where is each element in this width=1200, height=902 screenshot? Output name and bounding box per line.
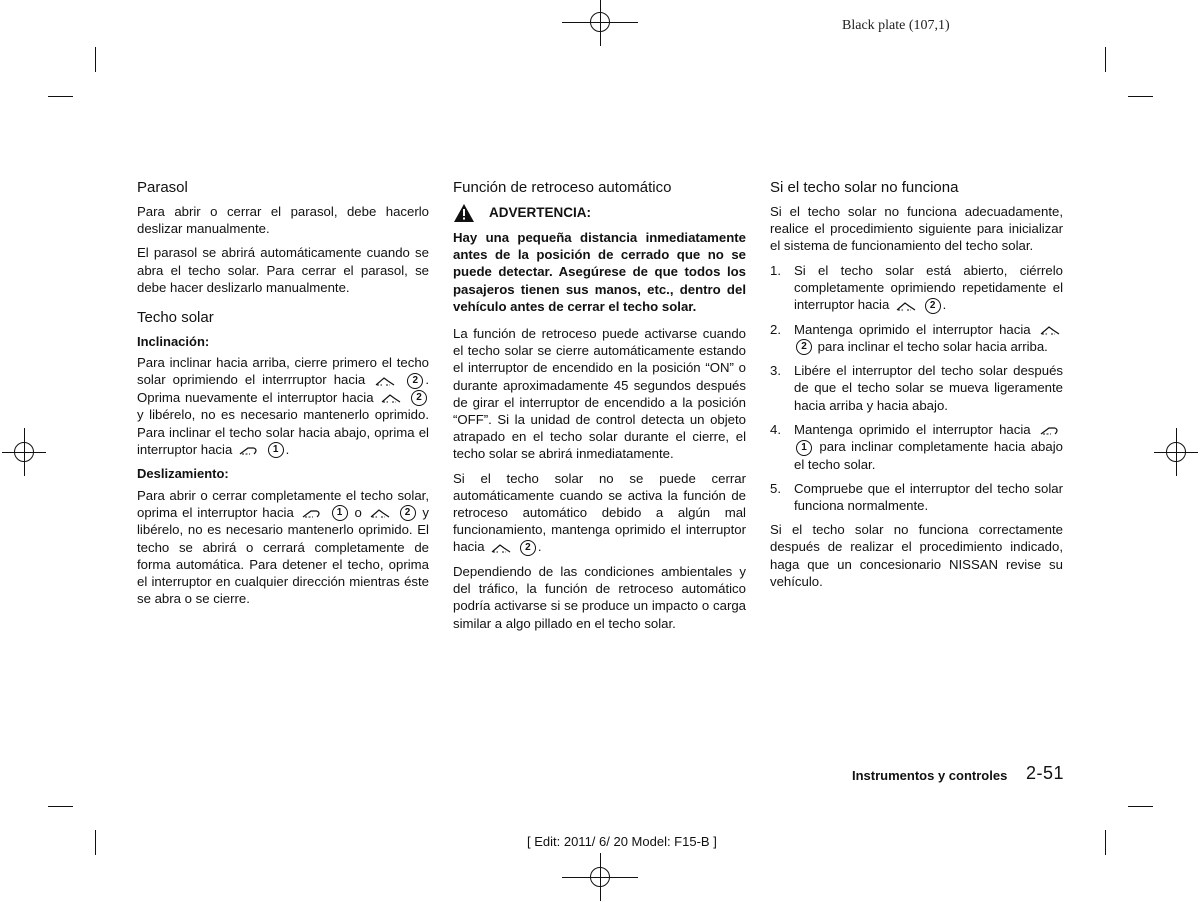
switch-tilt-icon — [1039, 324, 1061, 336]
callout-2: 2 — [407, 373, 423, 389]
text: para inclinar el techo solar hacia arriba. — [817, 338, 1048, 354]
list-item — [770, 480, 1063, 514]
list-item — [770, 362, 1063, 414]
text: Oprima nuevamente el interruptor hacia — [137, 389, 374, 405]
callout-2: 2 — [520, 540, 536, 556]
section-heading-retroceso: Función de retroceso automático — [453, 179, 672, 196]
paragraph: Dependiendo de las condiciones ambientales y del tráfico, la función de retroceso automático podría activarse si se produce un impacto o carga similar a algo pillado en el techo solar. — [453, 563, 746, 631]
middle-column — [453, 178, 746, 639]
warning-label: ADVERTENCIA: — [489, 205, 592, 221]
section-heading-parasol: Parasol — [137, 179, 188, 196]
procedure-list — [770, 262, 1063, 515]
crop-mark — [48, 806, 73, 807]
switch-tilt-icon — [369, 507, 391, 519]
step-number: 4. — [770, 421, 781, 437]
paragraph: Si el techo solar no funciona correctamente después de realizar el procedimiento indicado, haga que un concesionario NISSAN revise su vehículo. — [770, 522, 1063, 589]
section-heading-techo-solar: Techo solar — [137, 309, 214, 327]
list-item — [770, 262, 1063, 314]
right-column — [770, 178, 1063, 597]
paragraph-deslizamiento — [137, 487, 429, 608]
text: y libérelo, no es necesario mantenerlo oprimido. El techo se abrirá o cerrará completamente de forma automática. Para detener el techo, oprima el interruptor en cualquier dirección mientras éste se abra o se cierre. — [137, 504, 429, 607]
step-number: 2. — [770, 321, 781, 337]
text: Mantenga oprimido el interruptor hacia — [794, 321, 1031, 337]
paragraph: La función de retroceso puede activarse cuando el techo solar se cierre automáticamente estando el interruptor de encendido en la posición “ON” o durante aproximadamente 45 segundos después de girar el interruptor de encendido a la posición “OFF”. Si la unidad de control detecta un objeto atrapado en el techo solar durante el cierre, el techo solar se abrirá inmediatamente. — [453, 326, 746, 462]
text: Si el techo solar está abierto, ciérrelo completamente oprimiendo repetidamente el interruptor hacia — [794, 262, 1063, 313]
crop-mark — [95, 830, 96, 855]
crop-mark — [1105, 47, 1106, 72]
text: Si el techo solar no se puede cerrar automáticamente cuando se activa la función de retroceso automático debido a algún mal funcionamiento, mantenga oprimido el interruptor hacia — [453, 470, 746, 555]
text: o — [354, 504, 362, 520]
warning-header — [453, 203, 746, 223]
left-column — [137, 178, 429, 614]
switch-slide-icon — [238, 444, 260, 456]
warning-text: Hay una pequeña distancia inmediatamente antes de la posición de cerrado que no se puede detectar. Asegúrese de que todos los pasajeros tienen sus manos, etc., dentro del vehículo antes de cerrar el techo solar. — [453, 230, 746, 314]
step-number: 3. — [770, 363, 781, 379]
crop-mark — [1128, 806, 1153, 807]
paragraph-inclinacion: Para inclinar hacia arriba, cierre primero el techo solar oprimiendo el interrruptor hacia 2 . Oprima nuevamente el interruptor hacia 2 y libérelo, no es necesario mantenerlo oprimido. Para inclinar el techo solar hacia abajo, oprima el interruptor hacia 1 . — [137, 355, 429, 457]
crop-mark — [95, 47, 96, 72]
step-text: Libére el interruptor del techo solar después de que el techo solar se mueva ligeramente hacia arriba y hacia abajo. — [794, 363, 1063, 413]
callout-2: 2 — [400, 505, 416, 521]
step-text: Si el techo solar está abierto, ciérrelo completamente oprimiendo repetidamente el interruptor hacia 2 . — [794, 262, 1063, 313]
switch-tilt-icon — [895, 300, 917, 312]
switch-tilt-icon — [490, 542, 512, 554]
paragraph: Para abrir o cerrar el parasol, debe hacerlo deslizar manualmente. — [137, 204, 429, 237]
callout-2: 2 — [411, 390, 427, 406]
switch-slide-icon — [301, 507, 323, 519]
callout-2: 2 — [796, 339, 812, 355]
callout-2: 2 — [925, 298, 941, 314]
subheading-deslizamiento: Deslizamiento: — [137, 466, 229, 482]
crop-mark — [1128, 96, 1153, 97]
switch-tilt-icon — [380, 392, 402, 404]
switch-slide-icon — [1039, 424, 1061, 436]
list-item — [770, 421, 1063, 473]
section-heading-no-funciona: Si el techo solar no funciona — [770, 179, 959, 196]
text: Para abrir o cerrar completamente el techo solar, oprima el interruptor hacia — [137, 487, 429, 520]
warning-icon — [453, 203, 475, 223]
step-text: Compruebe que el interruptor del techo solar funciona normalmente. — [794, 480, 1063, 513]
callout-1: 1 — [332, 505, 348, 521]
text: Mantenga oprimido el interruptor hacia — [794, 421, 1031, 437]
footer-section-title: Instrumentos y controles — [852, 768, 1008, 783]
switch-tilt-icon — [374, 375, 396, 387]
crop-mark — [1105, 830, 1106, 855]
text: para inclinar completamente hacia abajo el techo solar. — [794, 439, 1063, 472]
text: y libérelo, no es necesario mantenerlo oprimido. Para inclinar el techo solar hacia abajo, oprima el interruptor hacia — [137, 407, 429, 457]
subheading-inclinacion: Inclinación: — [137, 334, 210, 350]
crop-mark — [48, 96, 73, 97]
step-number: 1. — [770, 262, 781, 278]
paragraph: Si el techo solar no se puede cerrar automáticamente cuando se activa la función de retroceso automático debido a algún mal funcionamiento, mantenga oprimido el interruptor hacia 2 . — [453, 470, 746, 555]
paragraph: El parasol se abrirá automáticamente cuando se abra el techo solar. Para cerrar el parasol, se debe hacer deslizarlo manualmente. — [137, 245, 429, 295]
callout-1: 1 — [268, 442, 284, 458]
step-number: 5. — [770, 480, 781, 496]
page-number: 2-51 — [1026, 763, 1065, 783]
step-text — [794, 421, 1063, 473]
text: Para inclinar hacia arriba, cierre primero el techo solar oprimiendo el interrruptor hacia — [137, 355, 429, 388]
plate-label: Black plate (107,1) — [842, 18, 950, 33]
callout-1: 1 — [796, 440, 812, 456]
list-item — [770, 321, 1063, 356]
step-text — [794, 321, 1063, 356]
paragraph: Si el techo solar no funciona adecuadamente, realice el procedimiento siguiente para inicializar el sistema de funcionamiento del techo solar. — [770, 204, 1063, 254]
edit-info: [ Edit: 2011/ 6/ 20 Model: F15-B ] — [527, 834, 717, 849]
